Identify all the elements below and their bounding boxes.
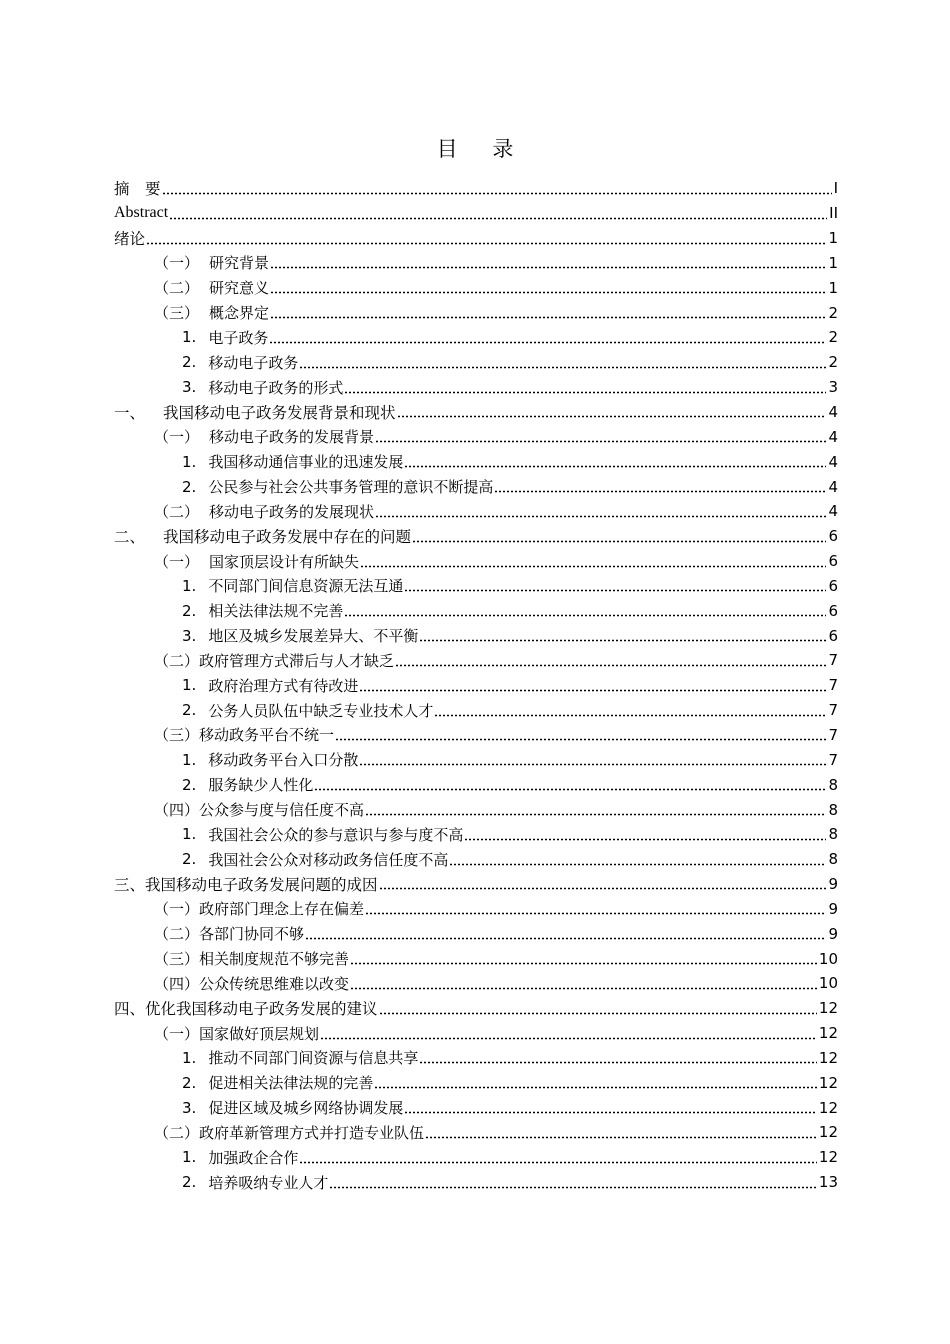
toc-entry-label: [114, 227, 145, 249]
toc-entry-number: （一）: [154, 552, 200, 571]
toc-entry-title: 我国移动电子政务发展问题的成因: [145, 876, 378, 895]
toc-page-number: 9: [828, 875, 838, 894]
toc-page-number: 9: [828, 924, 838, 943]
toc-entry-label: [114, 973, 349, 994]
toc-entry[interactable]: [114, 1021, 838, 1046]
toc-entry-title: 移动电子政务的发展背景: [209, 428, 375, 447]
toc-entry-number: （三）: [154, 726, 200, 745]
toc-entry-title: 我国移动电子政务发展中存在的问题: [163, 528, 412, 547]
toc-entry-label: [114, 923, 304, 944]
toc-entry-title: 政府治理方式有待改进: [208, 676, 359, 695]
toc-leader-dots: [359, 751, 826, 766]
toc-entry-number: 1.: [182, 328, 197, 347]
toc-entry-title: 研究背景: [209, 254, 270, 273]
toc-entry-number: 二、: [114, 528, 146, 547]
toc-leader-dots: [329, 1174, 817, 1189]
toc-list: [114, 176, 838, 1195]
toc-entry-number: 2.: [182, 1173, 197, 1192]
toc-entry-number: 2.: [182, 1073, 197, 1092]
toc-entry-number: 1.: [182, 676, 197, 695]
toc-page-number: 13: [818, 1173, 838, 1192]
toc-entry-title: 公务人员队伍中缺乏专业技术人才: [208, 701, 434, 720]
toc-page-number: 1: [828, 278, 838, 297]
toc-leader-dots: [464, 826, 826, 841]
toc-entry-title: 政府革新管理方式并打造专业队伍: [199, 1123, 425, 1142]
toc-entry[interactable]: [114, 946, 838, 971]
toc-entry-label: [114, 551, 359, 572]
toc-page-number: 2: [828, 328, 838, 347]
toc-entry[interactable]: [114, 474, 838, 499]
toc-entry-title: 我国移动电子政务发展背景和现状: [163, 404, 396, 423]
toc-entry[interactable]: [114, 549, 838, 574]
toc-entry-title: 概念界定: [209, 304, 270, 323]
toc-entry-number: （二）: [154, 502, 200, 521]
toc-leader-dots: [395, 652, 826, 667]
toc-entry-number: 1.: [182, 452, 197, 471]
toc-entry-number: （二）: [154, 279, 200, 298]
toc-entry-label: [114, 1097, 403, 1118]
toc-page-number: 12: [818, 999, 838, 1018]
toc-page-number: 7: [828, 651, 838, 670]
toc-page-number: 1: [828, 229, 838, 248]
toc-leader-dots: [299, 1149, 817, 1164]
toc-entry-number: （二）: [154, 925, 200, 944]
toc-entry-number: （一）: [154, 254, 200, 273]
toc-leader-dots: [305, 925, 826, 940]
toc-page-number: 6: [828, 626, 838, 645]
toc-entry-label: [114, 525, 411, 547]
toc-entry[interactable]: [114, 201, 838, 226]
toc-page-number: 4: [828, 452, 838, 471]
toc-entry-title: 研究意义: [209, 279, 270, 298]
toc-entry[interactable]: [114, 176, 838, 201]
toc-entry-title: 政府管理方式滞后与人才缺乏: [199, 651, 395, 670]
toc-entry[interactable]: [114, 574, 838, 599]
toc-entry-number: 2.: [182, 477, 197, 496]
toc-page-number: 4: [828, 427, 838, 446]
toc-entry[interactable]: [114, 1046, 838, 1071]
toc-entry[interactable]: [114, 847, 838, 872]
toc-leader-dots: [350, 975, 817, 990]
toc-entry-title: Abstract: [114, 204, 169, 222]
toc-entry-title: 我国社会公众的参与意识与参与度不高: [208, 825, 464, 844]
toc-entry-number: 三、: [114, 876, 146, 895]
toc-page-number: 6: [828, 576, 838, 595]
toc-entry-title: 相关制度规范不够完善: [199, 950, 350, 969]
toc-entry-number: 2.: [182, 353, 197, 372]
toc-entry-number: （二）: [154, 1123, 200, 1142]
toc-entry-title: 政府部门理念上存在偏差: [199, 900, 365, 919]
toc-leader-dots: [350, 950, 817, 965]
toc-leader-dots: [359, 677, 826, 692]
toc-entry-number: （一）: [154, 900, 200, 919]
toc-page-number: 6: [828, 552, 838, 571]
toc-entry-number: （四）: [154, 801, 200, 820]
toc-entry[interactable]: [114, 1170, 838, 1195]
toc-entry-label: [114, 1072, 373, 1093]
toc-entry-title: 服务缺少人性化: [208, 776, 314, 795]
toc-entry-label: [114, 277, 269, 298]
toc-entry-number: 1.: [182, 1148, 197, 1167]
toc-entry[interactable]: [114, 524, 838, 549]
toc-leader-dots: [299, 354, 826, 369]
toc-entry-title: 我国移动通信事业的迅速发展: [208, 453, 404, 472]
toc-entry-number: 2.: [182, 601, 197, 620]
toc-entry-number: 2.: [182, 850, 197, 869]
toc-page-number: 7: [828, 676, 838, 695]
toc-entry-title: 公众传统思维难以改变: [199, 974, 350, 993]
toc-entry-label: [114, 700, 433, 721]
toc-entry-title: 不同部门间信息资源无法互通: [208, 577, 404, 596]
toc-entry-title: 公民参与社会公共事务管理的意识不断提高: [208, 478, 494, 497]
toc-entry[interactable]: [114, 1070, 838, 1095]
toc-leader-dots: [162, 180, 832, 195]
toc-entry[interactable]: [114, 499, 838, 524]
toc-entry-title: 移动电子政务: [208, 353, 299, 372]
toc-entry-label: [114, 1122, 424, 1143]
toc-entry[interactable]: [114, 350, 838, 375]
toc-entry-label: [114, 451, 403, 472]
toc-entry[interactable]: [114, 251, 838, 276]
toc-entry-label: [114, 749, 358, 770]
toc-leader-dots: [269, 329, 826, 344]
toc-page-number: 3: [828, 378, 838, 397]
toc-entry-title: 促进相关法律法规的完善: [208, 1074, 374, 1093]
toc-entry[interactable]: [114, 400, 838, 425]
toc-entry-label: [114, 625, 418, 646]
toc-entry[interactable]: [114, 747, 838, 772]
toc-leader-dots: [404, 1099, 817, 1114]
toc-leader-dots: [434, 702, 826, 717]
toc-page-number: 12: [818, 1048, 838, 1067]
toc-entry-label: [114, 724, 334, 745]
toc-entry[interactable]: [114, 872, 838, 897]
toc-entry-label: [114, 873, 378, 895]
toc-leader-dots: [360, 553, 826, 568]
toc-leader-dots: [270, 254, 826, 269]
toc-leader-dots: [494, 478, 826, 493]
toc-leader-dots: [412, 528, 826, 543]
toc-page-number: 4: [828, 502, 838, 521]
toc-entry[interactable]: [114, 1145, 838, 1170]
toc-leader-dots: [169, 205, 827, 220]
toc-entry-title: 电子政务: [208, 328, 269, 347]
toc-page-number: 8: [828, 775, 838, 794]
toc-entry-number: 3.: [182, 1098, 197, 1117]
toc-leader-dots: [344, 602, 826, 617]
toc-entry-label: [114, 426, 374, 447]
toc-page-number: 12: [818, 1024, 838, 1043]
toc-entry-label: [114, 302, 269, 323]
toc-entry-label: [114, 675, 358, 696]
toc-entry-title: 推动不同部门间资源与信息共享: [208, 1049, 419, 1068]
toc-entry[interactable]: [114, 449, 838, 474]
toc-page-number: 10: [818, 974, 838, 993]
toc-leader-dots: [335, 726, 826, 741]
toc-entry[interactable]: [114, 275, 838, 300]
toc-entry[interactable]: [114, 598, 838, 623]
toc-page-number: 7: [828, 750, 838, 769]
toc-page-number: 8: [828, 800, 838, 819]
toc-entry-number: （一）: [154, 428, 200, 447]
toc-entry-label: [114, 352, 298, 373]
toc-entry[interactable]: [114, 921, 838, 946]
toc-entry[interactable]: [114, 1120, 838, 1145]
toc-entry-number: （二）: [154, 651, 200, 670]
toc-entry-label: [114, 824, 463, 845]
toc-entry-label: [114, 177, 161, 199]
toc-entry-number: 1.: [182, 576, 197, 595]
toc-entry[interactable]: [114, 698, 838, 723]
toc-entry-label: [114, 575, 403, 596]
toc-leader-dots: [375, 503, 826, 518]
toc-page-number: I: [833, 179, 838, 198]
toc-leader-dots: [404, 453, 826, 468]
toc-entry-number: 3.: [182, 626, 197, 645]
toc-entry[interactable]: [114, 1095, 838, 1120]
toc-leader-dots: [270, 279, 826, 294]
toc-entry-title: 移动政务平台入口分散: [208, 751, 359, 770]
toc-entry[interactable]: [114, 797, 838, 822]
toc-leader-dots: [419, 1049, 817, 1064]
toc-entry[interactable]: [114, 325, 838, 350]
toc-leader-dots: [404, 577, 826, 592]
toc-entry[interactable]: [114, 971, 838, 996]
toc-entry-number: 2.: [182, 775, 197, 794]
toc-entry[interactable]: [114, 772, 838, 797]
toc-entry-label: [114, 948, 349, 969]
toc-entry-title: 移动电子政务的发展现状: [209, 502, 375, 521]
toc-page-number: 12: [818, 1123, 838, 1142]
toc-entry-title: 国家顶层设计有所缺失: [209, 552, 360, 571]
toc-entry-title: 培养吸纳专业人才: [208, 1173, 329, 1192]
toc-entry[interactable]: [114, 424, 838, 449]
toc-entry-title: 地区及城乡发展差异大、不平衡: [208, 627, 419, 646]
toc-page-number: 12: [818, 1148, 838, 1167]
toc-entry-number: （四）: [154, 974, 200, 993]
toc-entry[interactable]: [114, 300, 838, 325]
toc-entry-number: 2.: [182, 701, 197, 720]
toc-entry-label: [114, 501, 374, 522]
toc-page-number: 2: [828, 303, 838, 322]
toc-leader-dots: [365, 801, 826, 816]
toc-leader-dots: [419, 627, 826, 642]
toc-entry-number: 1.: [182, 825, 197, 844]
toc-entry-label: [114, 252, 269, 273]
toc-leader-dots: [344, 379, 826, 394]
toc-entry-label: [114, 600, 343, 621]
toc-entry-title: 绪论: [114, 230, 146, 249]
toc-entry-label: [114, 377, 343, 398]
toc-entry-label: [114, 1047, 418, 1068]
toc-page-number: 4: [828, 477, 838, 496]
toc-page-number: 4: [828, 403, 838, 422]
toc-entry-title: 促进区域及城乡网络协调发展: [208, 1099, 404, 1118]
toc-entry-title: 各部门协同不够: [199, 925, 305, 944]
toc-leader-dots: [365, 900, 826, 915]
toc-entry-label: [114, 799, 364, 820]
toc-entry-number: （三）: [154, 950, 200, 969]
toc-entry-title: 移动政务平台不统一: [199, 726, 335, 745]
toc-entry-label: [114, 997, 378, 1019]
toc-leader-dots: [320, 1025, 817, 1040]
toc-entry[interactable]: [114, 648, 838, 673]
toc-leader-dots: [375, 428, 826, 443]
toc-entry-label: [114, 849, 448, 870]
toc-entry-title: 我国社会公众对移动政务信任度不高: [208, 850, 449, 869]
toc-leader-dots: [379, 1000, 817, 1015]
toc-entry-label: [114, 650, 394, 671]
toc-entry-number: 3.: [182, 378, 197, 397]
toc-leader-dots: [270, 304, 826, 319]
toc-leader-dots: [314, 776, 826, 791]
toc-entry[interactable]: [114, 375, 838, 400]
toc-page-number: 9: [828, 899, 838, 918]
toc-entry-number: （三）: [154, 304, 200, 323]
toc-page-number: 8: [828, 825, 838, 844]
toc-entry[interactable]: [114, 996, 838, 1021]
toc-page-number: 7: [828, 701, 838, 720]
toc-entry-label: [114, 327, 268, 348]
toc-entry[interactable]: [114, 623, 838, 648]
toc-leader-dots: [397, 403, 827, 418]
toc-page-number: 7: [828, 725, 838, 744]
toc-leader-dots: [374, 1074, 817, 1089]
toc-page-number: 6: [828, 527, 838, 546]
toc-entry-number: 一、: [114, 404, 146, 423]
toc-entry-title: 公众参与度与信任度不高: [199, 801, 365, 820]
toc-entry[interactable]: [114, 822, 838, 847]
toc-title: 目 录: [436, 137, 528, 161]
toc-page-number: II: [829, 204, 838, 223]
toc-leader-dots: [379, 875, 827, 890]
toc-entry-title: 相关法律法规不完善: [208, 602, 344, 621]
toc-entry-title: 加强政企合作: [208, 1148, 299, 1167]
toc-page-number: 12: [818, 1073, 838, 1092]
toc-leader-dots: [449, 851, 826, 866]
toc-page-number: 6: [828, 601, 838, 620]
toc-entry-label: [114, 898, 364, 919]
toc-entry-number: 1.: [182, 750, 197, 769]
toc-leader-dots: [146, 230, 826, 245]
toc-entry[interactable]: [114, 673, 838, 698]
toc-entry-label: [114, 774, 313, 795]
toc-entry[interactable]: [114, 723, 838, 748]
toc-entry[interactable]: [114, 896, 838, 921]
toc-entry-label: [114, 1172, 328, 1193]
toc-leader-dots: [425, 1124, 817, 1139]
toc-entry-title: 国家做好顶层规划: [199, 1024, 320, 1043]
toc-entry-number: （一）: [154, 1024, 200, 1043]
toc-entry-label: [114, 1023, 319, 1044]
toc-entry[interactable]: [114, 226, 838, 251]
toc-page-number: 12: [818, 1098, 838, 1117]
toc-entry-label: [114, 476, 493, 497]
toc-page-number: 2: [828, 353, 838, 372]
toc-entry-label: [114, 204, 168, 222]
toc-entry-label: [114, 401, 396, 423]
toc-entry-title: 优化我国移动电子政务发展的建议: [145, 1000, 378, 1019]
toc-page-number: 8: [828, 850, 838, 869]
toc-entry-title: 移动电子政务的形式: [208, 378, 344, 397]
toc-page-number: 1: [828, 253, 838, 272]
toc-entry-number: 1.: [182, 1048, 197, 1067]
toc-entry-number: 四、: [114, 1000, 146, 1019]
toc-entry-label: [114, 1147, 298, 1168]
toc-entry-number: 摘 要: [114, 180, 161, 199]
toc-page-number: 10: [818, 949, 838, 968]
